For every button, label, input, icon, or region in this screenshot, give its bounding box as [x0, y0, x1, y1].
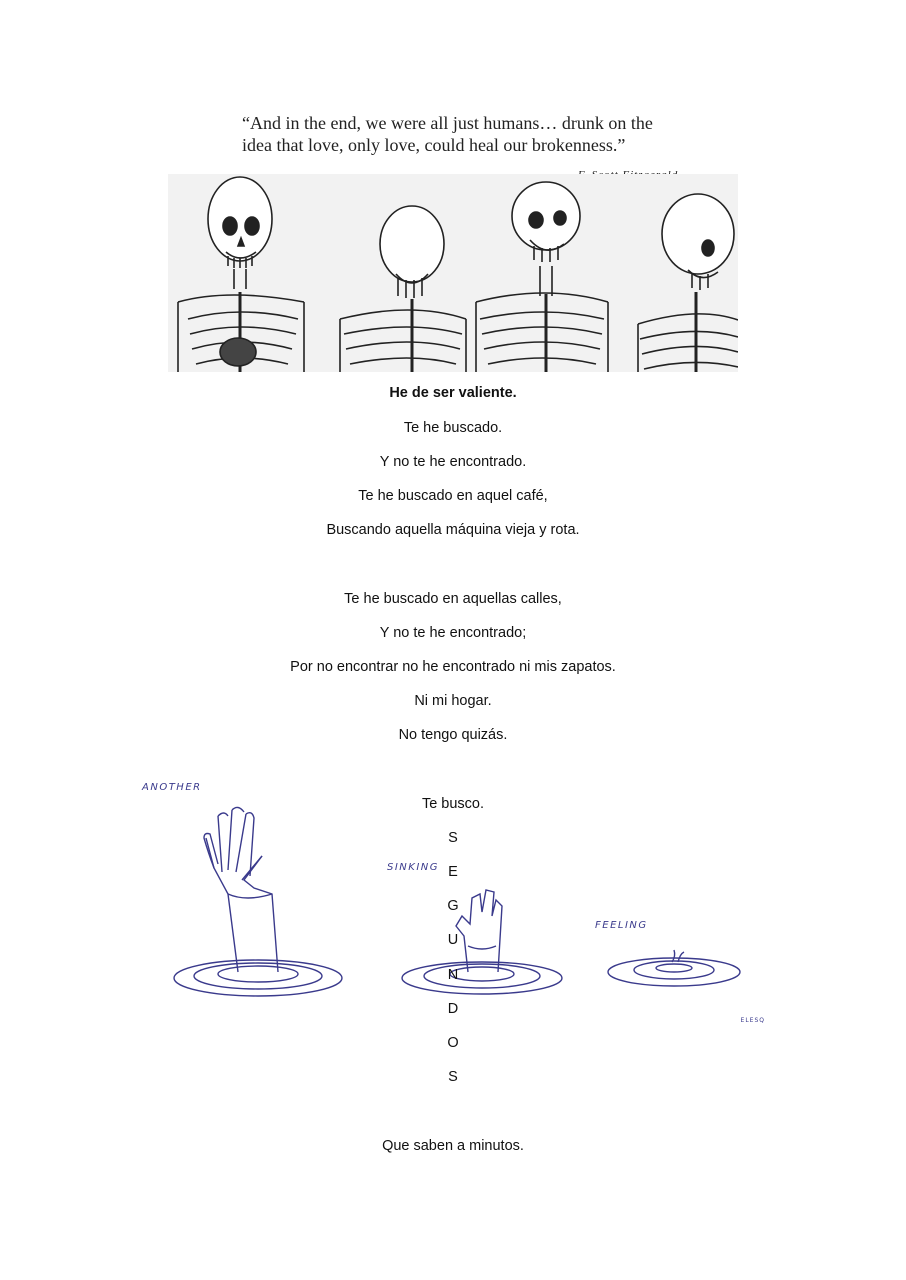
poem-line: Buscando aquella máquina vieja y rota. [326, 522, 580, 538]
poem-line: Y no te he encontrado; [379, 625, 527, 641]
poem-line: Te he buscado. [403, 420, 503, 436]
poem-letter: S [448, 830, 458, 846]
artist-signature: ELESQ [740, 1017, 765, 1024]
poem-letter: S [448, 1069, 458, 1085]
poem-line: Te he buscado en aquel café, [358, 488, 548, 504]
poem-letter: D [447, 1001, 459, 1017]
poem-letter: O [447, 1035, 459, 1051]
quote-line-2: idea that love, only love, could heal our brokenness.” [242, 135, 626, 155]
poem-letter: N [447, 967, 459, 983]
poem-line: Te busco. [421, 796, 485, 812]
label-feeling: FEELING [595, 920, 648, 931]
quote-text [242, 112, 722, 156]
label-sinking: SINKING [387, 862, 440, 873]
poem-line: Ni mi hogar. [414, 693, 492, 709]
poem-line: Y no te he encontrado. [379, 454, 527, 470]
poem-line: No tengo quizás. [398, 727, 508, 743]
poem-letter: G [447, 898, 459, 914]
poem-letter: E [448, 864, 458, 880]
quote-image [168, 104, 738, 372]
poem-letter: U [447, 932, 459, 948]
label-another: ANOTHER [142, 782, 202, 793]
poem-line: Te he buscado en aquellas calles, [344, 591, 562, 607]
poem-line: Por no encontrar no he encontrado ni mis zapatos. [290, 659, 616, 675]
poem-line: Que saben a minutos. [382, 1138, 524, 1154]
skeletons-drawing [168, 174, 738, 372]
quote-line-1: “And in the end, we were all just humans… drunk on the [242, 113, 653, 133]
poem-title: He de ser valiente. [389, 385, 517, 401]
